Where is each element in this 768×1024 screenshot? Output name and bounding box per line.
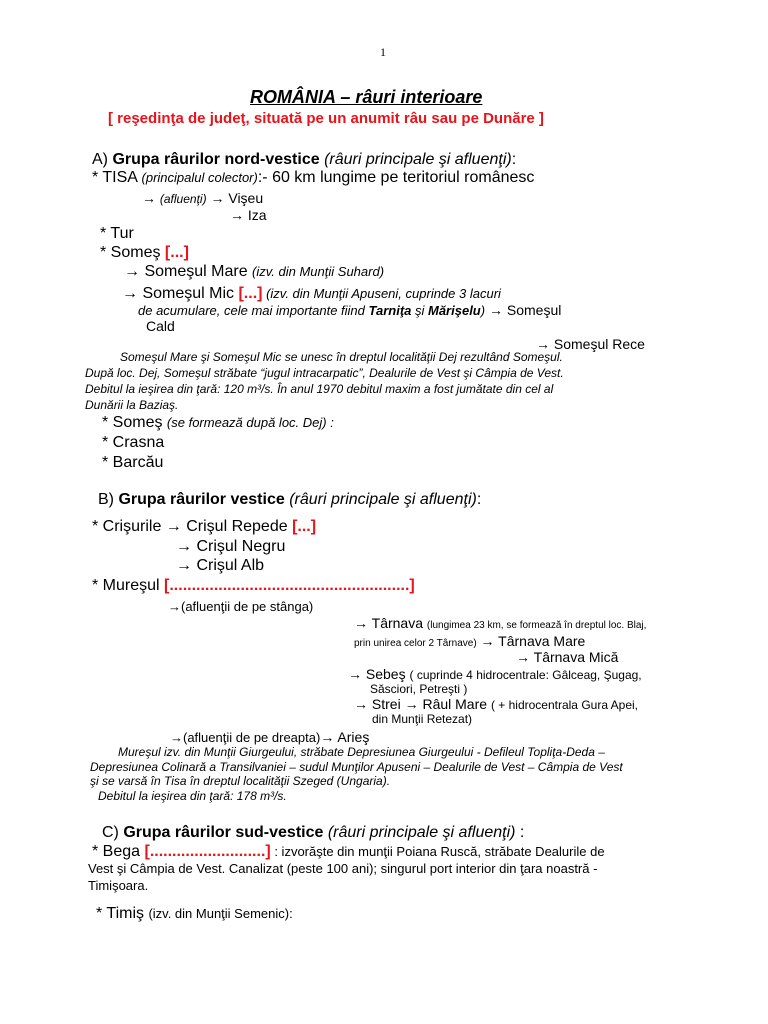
- cald-line: Cald: [146, 318, 175, 334]
- sebes-line: → Sebeş ( cuprinde 4 hidrocentrale: Gâlceag, Şugag,: [348, 666, 642, 682]
- somes-mare-line: → Someşul Mare (izv. din Munţii Suhard): [124, 263, 385, 280]
- somes-paragraph-line-4: Dunării la Baziaş.: [85, 398, 179, 412]
- somes-paragraph-line-1: Someşul Mare şi Someşul Mic se unesc în dreptul localităţii Dej rezultând Someşul.: [120, 350, 563, 364]
- somes-line: * Someş [...]: [100, 244, 189, 261]
- mures-paragraph-line-4: Debitul la ieşirea din ţară: 178 m³/s.: [98, 789, 287, 803]
- section-b-heading: B) Grupa râurilor vestice (râuri principale şi afluenţi):: [98, 491, 482, 508]
- page-title: ROMÂNIA – râuri interioare: [250, 87, 483, 107]
- somes-rece-line: → Someşul Rece: [536, 336, 645, 352]
- tisa-afluenti-line: → (afluenţi) → Vişeu: [142, 190, 264, 206]
- tarnava-note-line: prin unirea celor 2 Târnave) → Târnava Mare: [354, 633, 586, 649]
- somes-mic-note-line: de acumulare, cele mai importante fiind Tarniţa şi Mărişelu) → Someşul: [138, 302, 562, 318]
- section-c-heading: C) Grupa râurilor sud-vestice (râuri principale şi afluenţi) :: [102, 824, 525, 841]
- mures-paragraph-line-1: Mureşul izv. din Munţii Giurgeului, străbate Depresiunea Giurgeului - Defileul Topliţa-Deda –: [118, 745, 605, 759]
- tur-line: * Tur: [100, 225, 134, 242]
- bega-line-2: Vest şi Câmpia de Vest. Canalizat (peste 100 ani); singurul port interior din ţara noastră -: [88, 861, 598, 876]
- page-number: 1: [380, 45, 386, 59]
- crisurile-line: * Crişurile → Crişul Repede [...]: [92, 518, 317, 535]
- afluenti-stanga-line: →(afluenţii de pe stânga): [168, 599, 314, 614]
- sebes-note-line: Săsciori, Petreşti ): [370, 682, 468, 696]
- crasna-line: * Crasna: [102, 434, 165, 451]
- tisa-line: * TISA (principalul colector):- 60 km lungime pe teritoriul românesc: [92, 169, 535, 186]
- page-subtitle: [ reşedinţa de judeţ, situată pe un anumit râu sau pe Dunăre ]: [108, 110, 544, 127]
- timis-line: * Timiş (izv. din Munţii Semenic):: [96, 905, 293, 922]
- tarnava-mica-line: → Târnava Mică: [516, 649, 619, 665]
- cris-alb-line: → Crişul Alb: [176, 557, 265, 574]
- cris-negru-line: → Crişul Negru: [176, 538, 286, 555]
- somes-paragraph-line-2: După loc. Dej, Someşul străbate “jugul intracarpatic”, Dealurile de Vest şi Câmpia de Vest.: [85, 366, 564, 380]
- section-a-heading: A) Grupa râurilor nord-vestice (râuri principale şi afluenţi):: [92, 151, 517, 168]
- tarnava-line: → Târnava (lungimea 23 km, se formează în dreptul loc. Blaj,: [354, 615, 647, 631]
- bega-line: * Bega [..........................] : izvorăşte din munţii Poiana Ruscă, străbate Dealurile de: [92, 843, 605, 860]
- barcau-line: * Barcău: [102, 454, 164, 471]
- bega-line-3: Timişoara.: [88, 878, 149, 893]
- strei-note-line: din Munţii Retezat): [372, 712, 473, 726]
- strei-line: → Strei → Râul Mare ( + hidrocentrala Gura Apei,: [354, 696, 639, 712]
- mures-line: * Mureşul [......................................................]: [92, 577, 415, 594]
- afluenti-dreapta-line: →(afluenţii de pe dreapta)→ Arieş: [170, 729, 370, 745]
- somes-paragraph-line-3: Debitul la ieşirea din ţară: 120 m³/s. În anul 1970 debitul maxim a fost jumătate din cel al: [85, 382, 554, 396]
- mures-paragraph-line-2: Depresiunea Colinară a Transilvaniei – sudul Munţilor Apuseni – Dealurile de Vest – Câmpia de Vest: [90, 760, 623, 774]
- iza-line: → Iza: [230, 207, 267, 223]
- mures-paragraph-line-3: şi se varsă în Tisa în dreptul localităţii Szeged (Ungaria).: [90, 774, 391, 788]
- somes-dej-line: * Someş (se formează după loc. Dej) :: [102, 414, 334, 431]
- somes-mic-line: → Someşul Mic [...] (izv. din Munţii Apuseni, cuprinde 3 lacuri: [122, 285, 501, 302]
